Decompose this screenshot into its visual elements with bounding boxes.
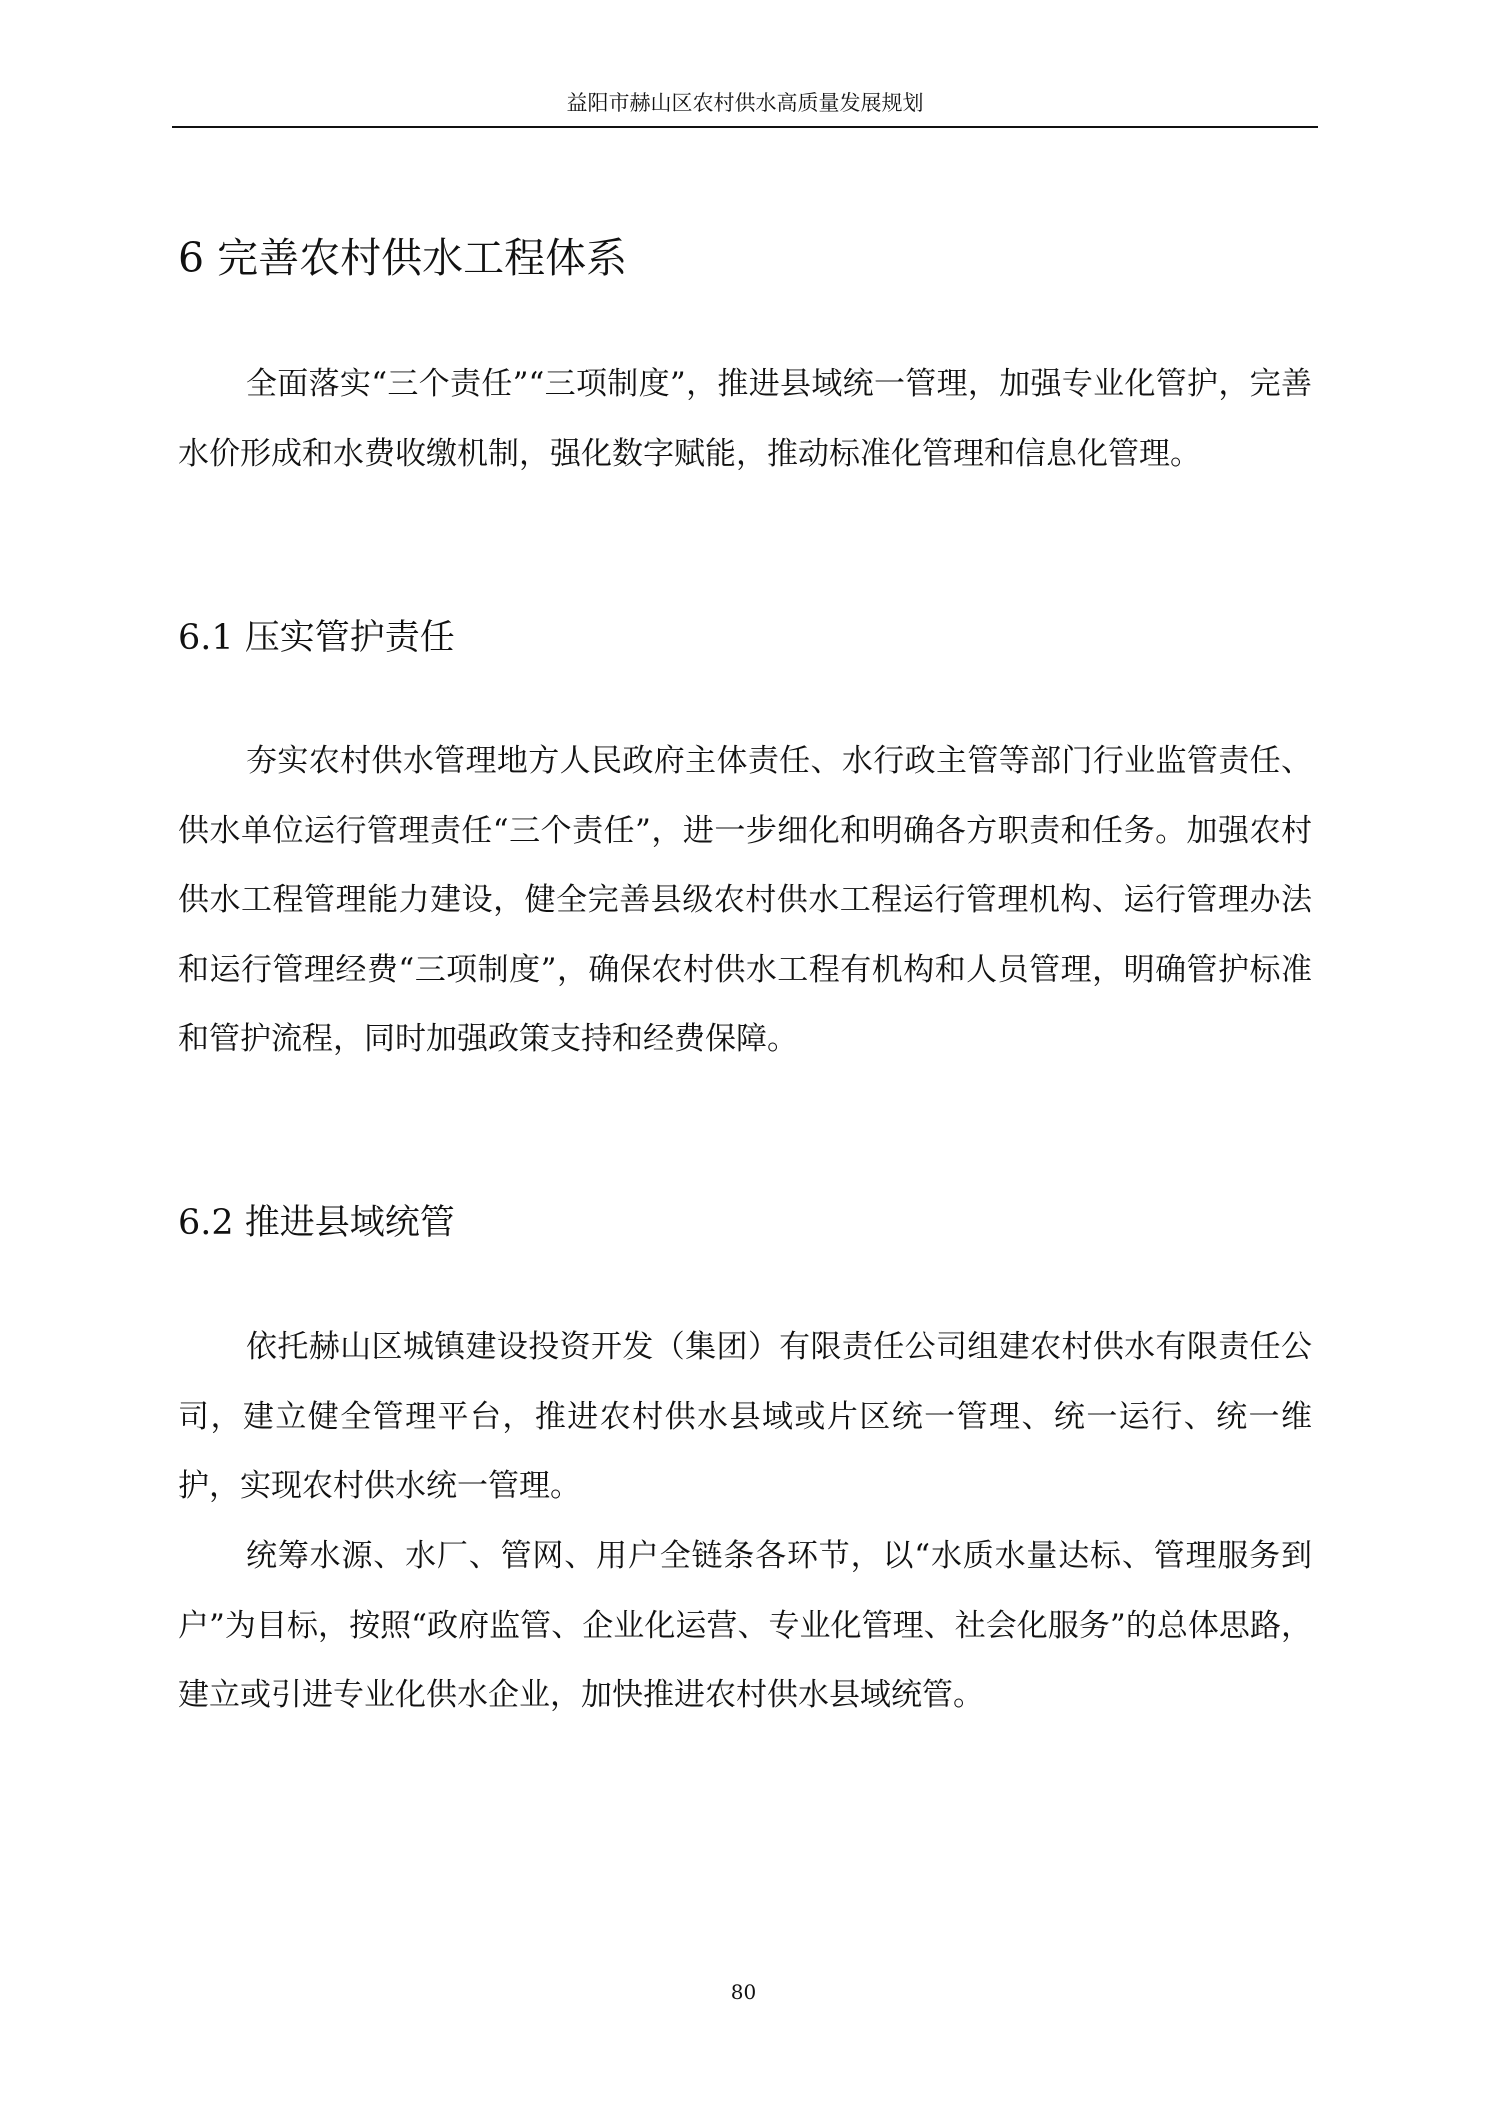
section-6-2-paragraph-2: 统筹水源、水厂、管网、用户全链条各环节，以“水质水量达标、管理服务到户”为目标，按照“政府监管、企业化运营、专业化管理、社会化服务”的总体思路，建立或引进专业化供水企业，加快推进农村供水县域统管。 <box>178 1538 1312 1713</box>
section-6-1-paragraph: 夯实农村供水管理地方人民政府主体责任、水行政主管等部门行业监管责任、供水单位运行管理责任“三个责任”，进一步细化和明确各方职责和任务。加强农村供水工程管理能力建设，健全完善县级农村供水工程运行管理机构、运行管理办法和运行管理经费“三项制度”，确保农村供水工程有机构和人员管理，明确管护标准和管护流程，同时加强政策支持和经费保障。 <box>178 743 1312 1057</box>
section-heading-6-1: 6.1 压实管护责任 <box>178 618 455 658</box>
page-header <box>172 88 1318 128</box>
document-title: 益阳市赫山区农村供水高质量发展规划 <box>566 91 924 115</box>
section-6-paragraph: 全面落实“三个责任”“三项制度”，推进县域统一管理，加强专业化管护，完善水价形成和水费收缴机制，强化数字赋能，推动标准化管理和信息化管理。 <box>178 366 1312 472</box>
section-6-2-paragraph-1: 依托赫山区城镇建设投资开发（集团）有限责任公司组建农村供水有限责任公司，建立健全管理平台，推进农村供水县域或片区统一管理、统一运行、统一维护，实现农村供水统一管理。 <box>178 1329 1312 1504</box>
section-heading-6-2: 6.2 推进县域统管 <box>178 1203 455 1243</box>
section-heading-6: 6 完善农村供水工程体系 <box>178 234 628 282</box>
page-number: 80 <box>730 1980 757 2004</box>
